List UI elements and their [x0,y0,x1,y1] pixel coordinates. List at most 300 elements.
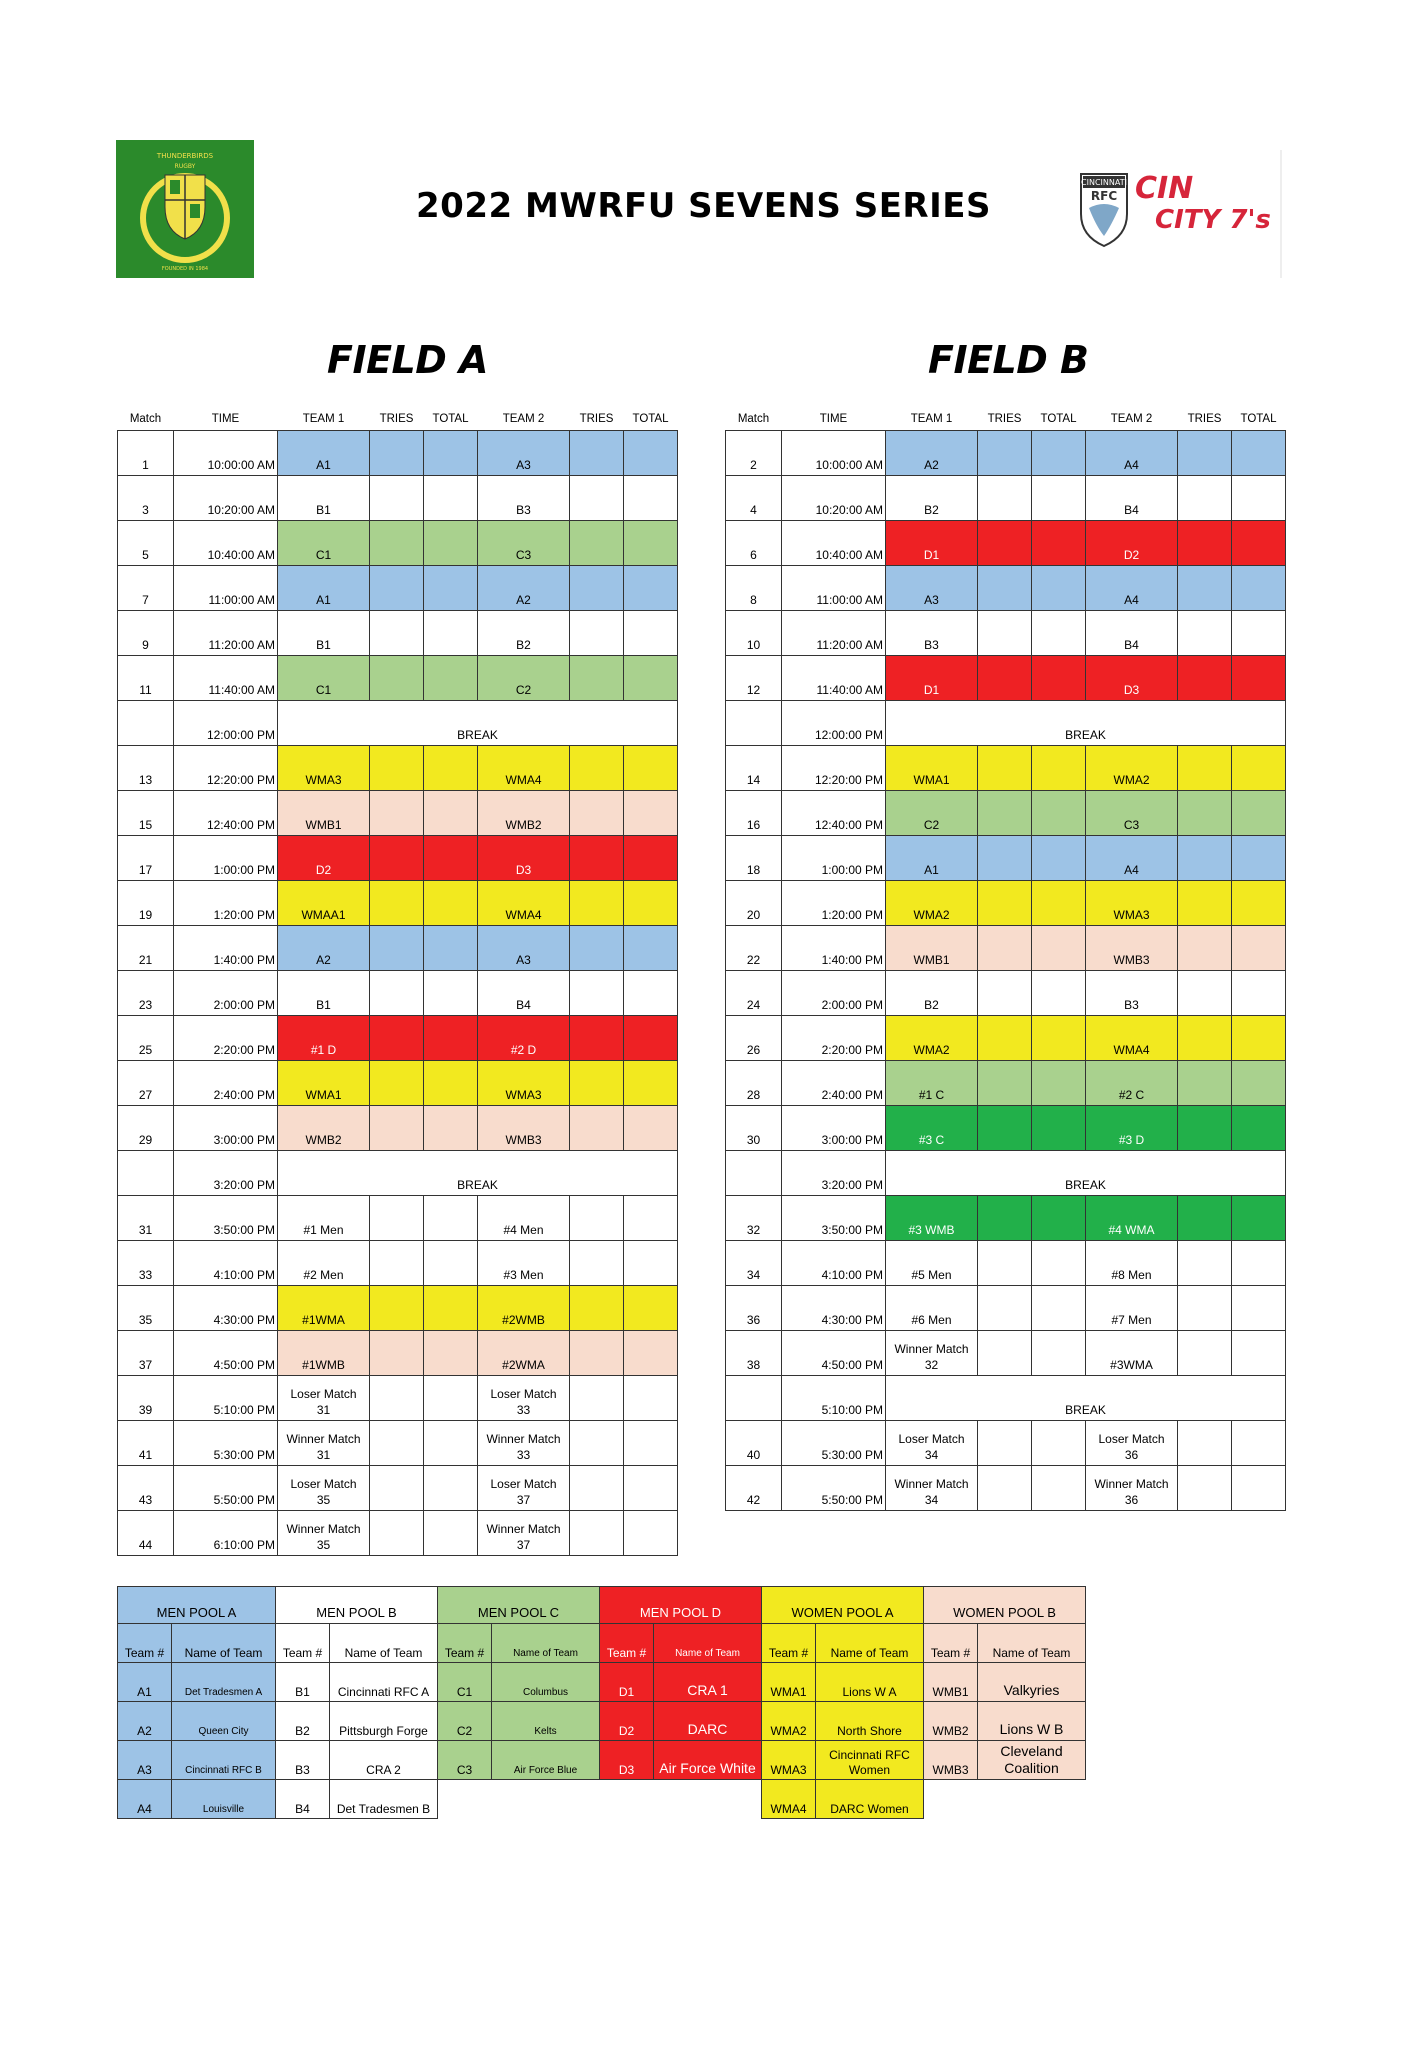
column-header: TEAM 2 [502,413,545,425]
team-2: WMA2 [1086,746,1178,791]
tries-cell[interactable] [570,791,624,836]
total-cell[interactable] [1032,746,1086,791]
total-cell[interactable] [1032,476,1086,521]
match-row [726,746,1286,791]
total-cell[interactable] [1232,1241,1286,1286]
total-cell[interactable] [624,566,678,611]
tries-cell[interactable] [570,1061,624,1106]
tries-cell[interactable] [370,611,424,656]
tries-cell[interactable] [370,1466,424,1511]
total-cell[interactable] [624,1241,678,1286]
match-number: 39 [118,1376,174,1421]
tries-cell[interactable] [978,926,1032,971]
total-cell[interactable] [424,476,478,521]
total-cell[interactable] [624,1286,678,1331]
match-number: 26 [726,1016,782,1061]
total-cell[interactable] [624,1106,678,1151]
total-cell[interactable] [624,1196,678,1241]
match-row [118,1331,678,1376]
total-cell[interactable] [1032,1331,1086,1376]
match-row [726,881,1286,926]
total-cell[interactable] [1032,1241,1086,1286]
tries-cell[interactable] [1178,791,1232,836]
tries-cell[interactable] [978,746,1032,791]
team-id: D2 [600,1702,654,1741]
team-2: #7 Men [1086,1286,1178,1331]
tries-cell[interactable] [570,1421,624,1466]
tries-cell[interactable] [978,1016,1032,1061]
match-row [726,1466,1286,1511]
team-2: WMB2 [478,791,570,836]
total-cell[interactable] [424,836,478,881]
tries-cell[interactable] [370,1106,424,1151]
total-cell[interactable] [1032,1196,1086,1241]
total-cell[interactable] [624,521,678,566]
match-time: 11:20:00 AM [174,611,278,656]
match-row [726,926,1286,971]
total-cell[interactable] [424,746,478,791]
tries-cell[interactable] [978,1061,1032,1106]
match-row [118,476,678,521]
tries-cell[interactable] [1178,1061,1232,1106]
total-cell[interactable] [424,1511,478,1556]
team-name-header: Name of Team [492,1624,600,1663]
total-cell[interactable] [1232,1331,1286,1376]
total-cell[interactable] [624,881,678,926]
tries-cell[interactable] [570,1241,624,1286]
total-cell[interactable] [1032,1016,1086,1061]
match-time: 1:40:00 PM [782,926,886,971]
match-number: 24 [726,971,782,1016]
total-cell[interactable] [1032,566,1086,611]
team-name: Valkyries [978,1663,1086,1702]
total-cell[interactable] [424,656,478,701]
tries-cell[interactable] [370,746,424,791]
match-number: 31 [118,1196,174,1241]
tries-cell[interactable] [370,1241,424,1286]
team-name: Lions W A [816,1663,924,1702]
team-2: B3 [478,476,570,521]
tries-cell[interactable] [570,611,624,656]
tries-cell[interactable] [370,521,424,566]
match-number: 12 [726,656,782,701]
tries-cell[interactable] [370,1421,424,1466]
tries-cell[interactable] [978,1286,1032,1331]
column-header: TRIES [1187,413,1222,425]
tries-cell[interactable] [370,476,424,521]
team-1: #6 Men [886,1286,978,1331]
total-cell[interactable] [1232,611,1286,656]
total-cell[interactable] [624,431,678,476]
match-number: 2 [726,431,782,476]
total-cell[interactable] [424,1106,478,1151]
tries-cell[interactable] [1178,881,1232,926]
tries-cell[interactable] [978,1331,1032,1376]
total-cell[interactable] [1232,746,1286,791]
tries-cell[interactable] [370,791,424,836]
tries-cell[interactable] [978,836,1032,881]
team-name: CRA 2 [330,1741,438,1780]
match-time: 10:40:00 AM [782,521,886,566]
tries-cell[interactable] [570,431,624,476]
total-cell[interactable] [424,1421,478,1466]
column-header: TOTAL [432,413,469,425]
match-number: 11 [118,656,174,701]
match-row [726,1331,1286,1376]
total-cell[interactable] [1232,1466,1286,1511]
tries-cell[interactable] [1178,1016,1232,1061]
match-row [726,656,1286,701]
team-1: B3 [886,611,978,656]
tries-cell[interactable] [1178,926,1232,971]
team-2: #2WMA [478,1331,570,1376]
tries-cell[interactable] [1178,611,1232,656]
match-row [118,1286,678,1331]
tries-cell[interactable] [1178,1241,1232,1286]
match-number: 29 [118,1106,174,1151]
tries-cell[interactable] [1178,1421,1232,1466]
match-number: 9 [118,611,174,656]
tries-cell[interactable] [570,971,624,1016]
total-cell[interactable] [424,566,478,611]
match-time: 3:20:00 PM [782,1151,886,1196]
match-time: 1:20:00 PM [782,881,886,926]
total-cell[interactable] [1232,836,1286,881]
total-cell[interactable] [624,926,678,971]
tries-cell[interactable] [570,476,624,521]
total-cell[interactable] [624,1016,678,1061]
team-2: Loser Match 33 [478,1376,570,1421]
team-1: A1 [278,431,370,476]
team-1: B1 [278,476,370,521]
total-cell[interactable] [424,1331,478,1376]
tries-cell[interactable] [978,476,1032,521]
match-time: 12:00:00 PM [782,701,886,746]
total-cell[interactable] [1232,791,1286,836]
tries-cell[interactable] [1178,1106,1232,1151]
total-cell[interactable] [1232,971,1286,1016]
total-cell[interactable] [1032,521,1086,566]
match-row [118,1241,678,1286]
tries-cell[interactable] [370,971,424,1016]
break-cell: BREAK [886,1151,1286,1196]
tries-cell[interactable] [570,926,624,971]
pool-header: MEN POOL C [438,1587,600,1624]
total-cell[interactable] [1232,1016,1286,1061]
team-1: A1 [886,836,978,881]
team-id: B3 [276,1741,330,1780]
team-name: Cincinnati RFC B [172,1741,276,1780]
team-1: WMA1 [278,1061,370,1106]
tries-cell[interactable] [978,566,1032,611]
match-number: 42 [726,1466,782,1511]
total-cell[interactable] [424,881,478,926]
tries-cell[interactable] [570,566,624,611]
tries-cell[interactable] [1178,971,1232,1016]
total-cell[interactable] [1232,656,1286,701]
total-cell[interactable] [624,746,678,791]
total-cell[interactable] [424,1466,478,1511]
team-1: D1 [886,521,978,566]
match-row [118,1061,678,1106]
match-time: 10:20:00 AM [782,476,886,521]
match-row [726,1286,1286,1331]
total-cell[interactable] [1032,431,1086,476]
tries-cell[interactable] [570,1511,624,1556]
match-row [726,971,1286,1016]
team-number-header: Team # [438,1624,492,1663]
total-cell[interactable] [1232,1106,1286,1151]
tries-cell[interactable] [370,926,424,971]
break-cell: BREAK [278,1151,678,1196]
team-2: D2 [1086,521,1178,566]
match-number [726,701,782,746]
total-cell[interactable] [624,1061,678,1106]
tries-cell[interactable] [1178,1331,1232,1376]
total-cell[interactable] [1232,1061,1286,1106]
team-1: A3 [886,566,978,611]
match-row [118,1421,678,1466]
team-1: A2 [278,926,370,971]
tries-cell[interactable] [978,1466,1032,1511]
total-cell[interactable] [1232,566,1286,611]
total-cell[interactable] [624,656,678,701]
team-id: D1 [600,1663,654,1702]
total-cell[interactable] [1032,1061,1086,1106]
match-time: 12:20:00 PM [782,746,886,791]
match-time: 1:00:00 PM [174,836,278,881]
team-2: A4 [1086,566,1178,611]
total-cell[interactable] [424,1016,478,1061]
total-cell[interactable] [424,971,478,1016]
tries-cell[interactable] [570,1376,624,1421]
tries-cell[interactable] [370,1511,424,1556]
match-time: 4:50:00 PM [782,1331,886,1376]
team-2: B4 [1086,611,1178,656]
match-row [118,701,678,746]
tries-cell[interactable] [570,656,624,701]
total-cell[interactable] [624,791,678,836]
match-number: 16 [726,791,782,836]
tries-cell[interactable] [978,521,1032,566]
match-row [118,836,678,881]
team-number-header: Team # [924,1624,978,1663]
total-cell[interactable] [424,791,478,836]
tries-cell[interactable] [370,1331,424,1376]
tries-cell[interactable] [978,971,1032,1016]
total-cell[interactable] [1032,1106,1086,1151]
team-1: WMA2 [886,1016,978,1061]
team-1: B2 [886,476,978,521]
match-row [726,1016,1286,1061]
tries-cell[interactable] [370,1061,424,1106]
total-cell[interactable] [1232,476,1286,521]
total-cell[interactable] [624,971,678,1016]
tries-cell[interactable] [978,611,1032,656]
tries-cell[interactable] [370,431,424,476]
tries-cell[interactable] [1178,656,1232,701]
total-cell[interactable] [1232,881,1286,926]
total-cell[interactable] [624,1466,678,1511]
match-time: 2:20:00 PM [782,1016,886,1061]
team-2: A4 [1086,836,1178,881]
tries-cell[interactable] [570,1331,624,1376]
tries-cell[interactable] [570,521,624,566]
total-cell[interactable] [1232,1196,1286,1241]
team-1: WMA3 [278,746,370,791]
total-cell[interactable] [1032,1466,1086,1511]
total-cell[interactable] [1232,431,1286,476]
total-cell[interactable] [424,431,478,476]
tries-cell[interactable] [370,1376,424,1421]
total-cell[interactable] [424,1376,478,1421]
total-cell[interactable] [624,476,678,521]
tries-cell[interactable] [1178,746,1232,791]
match-time: 5:30:00 PM [174,1421,278,1466]
total-cell[interactable] [624,1331,678,1376]
team-id: B2 [276,1702,330,1741]
match-number: 40 [726,1421,782,1466]
team-1: #1WMA [278,1286,370,1331]
team-2: C2 [478,656,570,701]
tries-cell[interactable] [978,1106,1032,1151]
pool-header: MEN POOL B [276,1587,438,1624]
match-number: 21 [118,926,174,971]
pool-header: WOMEN POOL A [762,1587,924,1624]
total-cell[interactable] [1032,836,1086,881]
tries-cell[interactable] [978,656,1032,701]
total-cell[interactable] [424,1196,478,1241]
team-1: WMA2 [886,881,978,926]
match-number: 25 [118,1016,174,1061]
total-cell[interactable] [624,1511,678,1556]
tries-cell[interactable] [570,1466,624,1511]
tries-cell[interactable] [370,1196,424,1241]
team-name-header: Name of Team [330,1624,438,1663]
tries-cell[interactable] [1178,1466,1232,1511]
match-row [118,746,678,791]
team-1: #1 C [886,1061,978,1106]
total-cell[interactable] [1032,971,1086,1016]
match-number: 35 [118,1286,174,1331]
tries-cell[interactable] [978,431,1032,476]
total-cell[interactable] [1032,791,1086,836]
team-number-header: Team # [118,1624,172,1663]
match-row [726,1061,1286,1106]
tries-cell[interactable] [978,1421,1032,1466]
match-time: 1:40:00 PM [174,926,278,971]
tries-cell[interactable] [1178,431,1232,476]
total-cell[interactable] [424,1241,478,1286]
total-cell[interactable] [1032,1421,1086,1466]
total-cell[interactable] [424,521,478,566]
team-1: WMA1 [886,746,978,791]
total-cell[interactable] [1032,611,1086,656]
tries-cell[interactable] [570,836,624,881]
total-cell[interactable] [1232,1421,1286,1466]
tries-cell[interactable] [978,1196,1032,1241]
match-row [118,1466,678,1511]
tries-cell[interactable] [370,836,424,881]
tries-cell[interactable] [570,746,624,791]
total-cell[interactable] [1032,1286,1086,1331]
tries-cell[interactable] [370,656,424,701]
match-row [726,791,1286,836]
tries-cell[interactable] [1178,566,1232,611]
team-2: B3 [1086,971,1178,1016]
team-2: A3 [478,431,570,476]
team-2: C3 [478,521,570,566]
total-cell[interactable] [424,611,478,656]
tries-cell[interactable] [1178,1196,1232,1241]
tries-cell[interactable] [570,1196,624,1241]
total-cell[interactable] [624,1421,678,1466]
total-cell[interactable] [1032,926,1086,971]
tries-cell[interactable] [1178,836,1232,881]
team-name: Det Tradesmen B [330,1780,438,1819]
tries-cell[interactable] [370,881,424,926]
team-2: Winner Match 36 [1086,1466,1178,1511]
total-cell[interactable] [1032,656,1086,701]
total-cell[interactable] [624,836,678,881]
team-1: Winner Match 31 [278,1421,370,1466]
total-cell[interactable] [424,1061,478,1106]
match-row [726,1151,1286,1196]
team-1: B1 [278,611,370,656]
team-name-header: Name of Team [654,1624,762,1663]
team-2: B4 [1086,476,1178,521]
match-number: 6 [726,521,782,566]
tries-cell[interactable] [370,1016,424,1061]
total-cell[interactable] [624,611,678,656]
column-header: Match [737,413,770,425]
tries-cell[interactable] [1178,521,1232,566]
match-time: 3:50:00 PM [174,1196,278,1241]
tries-cell[interactable] [570,1016,624,1061]
team-1: A2 [886,431,978,476]
pool-row [118,1663,1086,1702]
total-cell[interactable] [1232,926,1286,971]
team-1: WMB1 [886,926,978,971]
tries-cell[interactable] [1178,1286,1232,1331]
team-2: Winner Match 37 [478,1511,570,1556]
tries-cell[interactable] [1178,476,1232,521]
team-id: WMA2 [762,1702,816,1741]
team-name-header: Name of Team [816,1624,924,1663]
total-cell[interactable] [424,926,478,971]
total-cell[interactable] [1232,1286,1286,1331]
tries-cell[interactable] [570,881,624,926]
tries-cell[interactable] [978,1241,1032,1286]
tries-cell[interactable] [370,566,424,611]
total-cell[interactable] [1232,521,1286,566]
total-cell[interactable] [424,1286,478,1331]
tries-cell[interactable] [978,791,1032,836]
team-id: C1 [438,1663,492,1702]
match-time: 11:40:00 AM [782,656,886,701]
match-number [726,1376,782,1421]
match-row [726,836,1286,881]
column-header: TEAM 2 [1110,413,1153,425]
tries-cell[interactable] [370,1286,424,1331]
total-cell[interactable] [1032,881,1086,926]
match-number [118,701,174,746]
total-cell[interactable] [624,1376,678,1421]
tries-cell[interactable] [570,1106,624,1151]
tries-cell[interactable] [978,881,1032,926]
tries-cell[interactable] [570,1286,624,1331]
match-number: 34 [726,1241,782,1286]
